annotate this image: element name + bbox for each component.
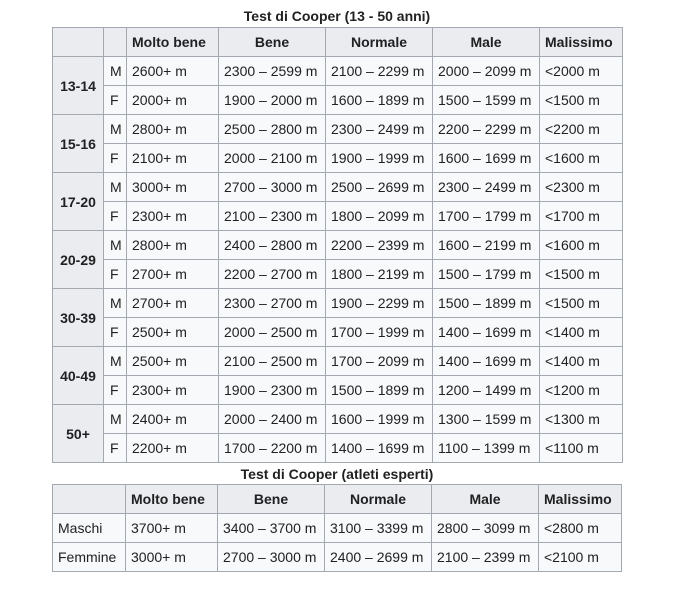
table-cell: 2800+ m: [127, 231, 219, 260]
table-cell: 1900 – 1999 m: [326, 144, 433, 173]
table-cell: 2000 – 2400 m: [219, 405, 326, 434]
table-cell: <1500 m: [540, 289, 623, 318]
table1-caption: Test di Cooper (13 - 50 anni): [243, 8, 431, 24]
cooper-table-athletes: [52, 484, 622, 572]
table-cell: 1700 – 1799 m: [433, 202, 540, 231]
table-row: [53, 543, 622, 572]
table-cell: 2400+ m: [127, 405, 219, 434]
table-cell: 2000+ m: [127, 86, 219, 115]
header-normale: Normale: [325, 485, 432, 514]
header-sex: [104, 28, 127, 57]
table-row: [53, 318, 623, 347]
sex-cell: M: [104, 289, 127, 318]
table-cell: <1100 m: [540, 434, 623, 463]
table-cell: <1600 m: [540, 231, 623, 260]
table-cell: 2100 – 2399 m: [432, 543, 539, 572]
table-row: [53, 289, 623, 318]
table-row: [53, 202, 623, 231]
table-cell: <1700 m: [540, 202, 623, 231]
table-cell: 1500 – 1899 m: [433, 289, 540, 318]
table-cell: 1800 – 2099 m: [326, 202, 433, 231]
row-label: Maschi: [53, 514, 126, 543]
age-group-label: 15-16: [53, 115, 104, 173]
age-group-label: 30-39: [53, 289, 104, 347]
header-age: [53, 28, 104, 57]
sex-cell: F: [104, 86, 127, 115]
table-cell: 1600 – 1899 m: [326, 86, 433, 115]
table-cell: 2700+ m: [127, 260, 219, 289]
table-cell: <2300 m: [540, 173, 623, 202]
table-cell: 3000+ m: [126, 543, 218, 572]
table-cell: 1900 – 2000 m: [219, 86, 326, 115]
table-cell: 2100 – 2300 m: [219, 202, 326, 231]
header-male: Male: [432, 485, 539, 514]
table-cell: <2800 m: [539, 514, 622, 543]
table-cell: 1500 – 1899 m: [326, 376, 433, 405]
table-row: [53, 231, 623, 260]
table-cell: 2100 – 2500 m: [219, 347, 326, 376]
table-cell: 2300+ m: [127, 202, 219, 231]
table-cell: 2500 – 2800 m: [219, 115, 326, 144]
table-cell: 2100+ m: [127, 144, 219, 173]
table-cell: 2400 – 2699 m: [325, 543, 432, 572]
table-cell: 2300 – 2599 m: [219, 57, 326, 86]
table-cell: <1500 m: [540, 260, 623, 289]
table-cell: 2000 – 2100 m: [219, 144, 326, 173]
table2-caption: Test di Cooper (atleti esperti): [240, 466, 434, 482]
table-cell: 1300 – 1599 m: [433, 405, 540, 434]
sex-cell: F: [104, 202, 127, 231]
table-row: [53, 173, 623, 202]
table-cell: 2800+ m: [127, 115, 219, 144]
table-cell: 1400 – 1699 m: [433, 347, 540, 376]
table-row: [53, 347, 623, 376]
sex-cell: F: [104, 260, 127, 289]
table-cell: 1900 – 2300 m: [219, 376, 326, 405]
table-cell: 1500 – 1799 m: [433, 260, 540, 289]
table-row: [53, 86, 623, 115]
table-cell: 3100 – 3399 m: [325, 514, 432, 543]
header-normale: Normale: [326, 28, 433, 57]
table-cell: 1400 – 1699 m: [433, 318, 540, 347]
header-bene: Bene: [219, 28, 326, 57]
table-cell: 2500 – 2699 m: [326, 173, 433, 202]
header-molto-bene: Molto bene: [126, 485, 218, 514]
table-row: [53, 115, 623, 144]
table-cell: 1200 – 1499 m: [433, 376, 540, 405]
table-cell: 1800 – 2199 m: [326, 260, 433, 289]
table-row: [53, 405, 623, 434]
table-cell: 2100 – 2299 m: [326, 57, 433, 86]
sex-cell: F: [104, 144, 127, 173]
sex-cell: M: [104, 115, 127, 144]
table-cell: <1500 m: [540, 86, 623, 115]
table-row: [53, 376, 623, 405]
table-cell: 3400 – 3700 m: [218, 514, 325, 543]
table-cell: 2000 – 2099 m: [433, 57, 540, 86]
table-cell: <1600 m: [540, 144, 623, 173]
table-cell: 1600 – 1999 m: [326, 405, 433, 434]
table-cell: <1200 m: [540, 376, 623, 405]
age-group-label: 13-14: [53, 57, 104, 115]
sex-cell: M: [104, 173, 127, 202]
table-cell: 2500+ m: [127, 347, 219, 376]
table-cell: 3000+ m: [127, 173, 219, 202]
header-empty: [53, 485, 126, 514]
table-cell: 1900 – 2299 m: [326, 289, 433, 318]
sex-cell: M: [104, 231, 127, 260]
table-cell: 1100 – 1399 m: [433, 434, 540, 463]
table-cell: 2300 – 2499 m: [326, 115, 433, 144]
table-cell: 1600 – 1699 m: [433, 144, 540, 173]
table-row: [53, 57, 623, 86]
table-cell: 1700 – 2099 m: [326, 347, 433, 376]
sex-cell: M: [104, 347, 127, 376]
header-molto-bene: Molto bene: [127, 28, 219, 57]
table-cell: 2300 – 2700 m: [219, 289, 326, 318]
table-cell: 2700 – 3000 m: [219, 173, 326, 202]
table-cell: 2800 – 3099 m: [432, 514, 539, 543]
table-cell: <2000 m: [540, 57, 623, 86]
table2-header-row: [53, 485, 622, 514]
table-cell: 2500+ m: [127, 318, 219, 347]
age-group-label: 40-49: [53, 347, 104, 405]
table-cell: 2200+ m: [127, 434, 219, 463]
sex-cell: F: [104, 376, 127, 405]
header-malissimo: Malissimo: [539, 485, 622, 514]
table-cell: 1500 – 1599 m: [433, 86, 540, 115]
table-cell: <1400 m: [540, 347, 623, 376]
row-label: Femmine: [53, 543, 126, 572]
table-cell: 2200 – 2299 m: [433, 115, 540, 144]
table-row: [53, 144, 623, 173]
table-cell: 2400 – 2800 m: [219, 231, 326, 260]
sex-cell: F: [104, 318, 127, 347]
header-malissimo: Malissimo: [540, 28, 623, 57]
table-row: [53, 260, 623, 289]
table1-header-row: [53, 28, 623, 57]
table-cell: 2200 – 2700 m: [219, 260, 326, 289]
age-group-label: 20-29: [53, 231, 104, 289]
table-row: [53, 514, 622, 543]
sex-cell: M: [104, 57, 127, 86]
table-cell: 1600 – 2199 m: [433, 231, 540, 260]
table-cell: <2200 m: [540, 115, 623, 144]
age-group-label: 17-20: [53, 173, 104, 231]
table-cell: <1300 m: [540, 405, 623, 434]
table-cell: 2000 – 2500 m: [219, 318, 326, 347]
table-cell: 1400 – 1699 m: [326, 434, 433, 463]
table-cell: 3700+ m: [126, 514, 218, 543]
table-cell: 2200 – 2399 m: [326, 231, 433, 260]
sex-cell: M: [104, 405, 127, 434]
table-cell: 2600+ m: [127, 57, 219, 86]
header-male: Male: [433, 28, 540, 57]
table-row: [53, 434, 623, 463]
header-bene: Bene: [218, 485, 325, 514]
table-cell: <1400 m: [540, 318, 623, 347]
table-cell: 1700 – 1999 m: [326, 318, 433, 347]
sex-cell: F: [104, 434, 127, 463]
table-cell: <2100 m: [539, 543, 622, 572]
table-cell: 2300 – 2499 m: [433, 173, 540, 202]
age-group-label: 50+: [53, 405, 104, 463]
cooper-table-age: [52, 27, 623, 463]
table-cell: 2300+ m: [127, 376, 219, 405]
table-cell: 2700 – 3000 m: [218, 543, 325, 572]
table-cell: 1700 – 2200 m: [219, 434, 326, 463]
table-cell: 2700+ m: [127, 289, 219, 318]
